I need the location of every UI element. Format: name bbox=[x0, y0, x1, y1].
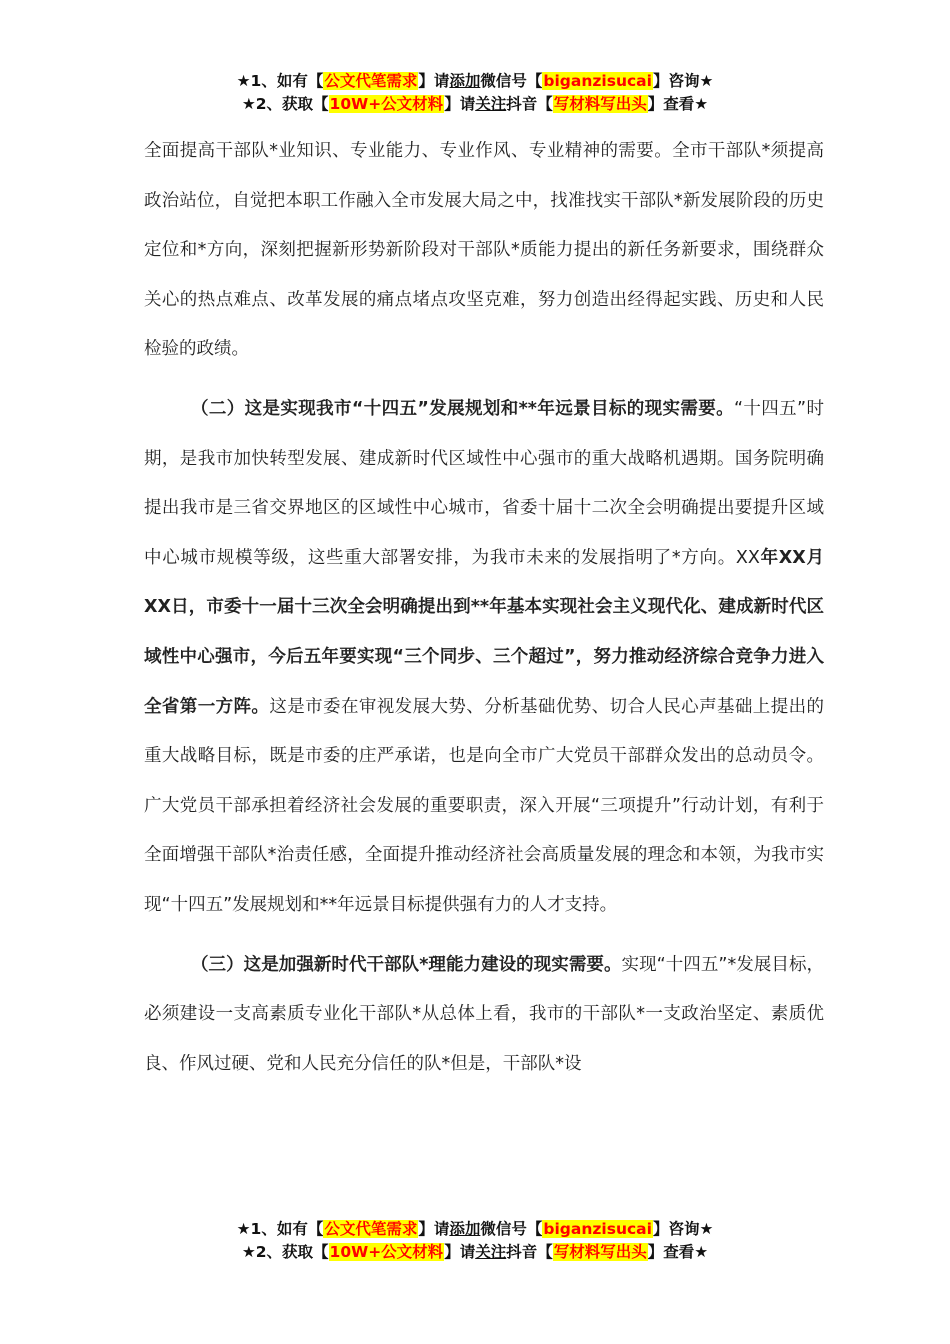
highlight-service: 公文代笔需求 bbox=[324, 72, 418, 90]
header-banner-line-1 bbox=[0, 70, 950, 93]
banner-text: 抖音【 bbox=[506, 95, 553, 113]
footer-banner-line-1 bbox=[0, 1218, 950, 1241]
star-icon: ★ bbox=[241, 95, 256, 113]
highlight-materials: 10W+公文材料 bbox=[329, 1243, 444, 1261]
paragraph-1: 全面提高干部队*业知识、专业能力、专业作风、专业精神的需要。全市干部队*须提高政治站位，自觉把本职工作融入全市发展大局之中，找准找实干部队*新发展阶段的历史定位和*方向，深刻把握新形势新阶段对干部队*质能力提出的新任务新要求，围绕群众关心的热点难点、改革发展的痛点堵点攻坚克难，努力创造出经得起实践、历史和人民检验的政绩。 bbox=[144, 141, 824, 360]
banner-text: 微信号【 bbox=[480, 1220, 543, 1238]
underlined-follow: 关注 bbox=[475, 95, 507, 113]
star-icon: ★ bbox=[236, 72, 251, 90]
banner-text: 抖音【 bbox=[506, 1243, 553, 1261]
banner-text: 2、获取【 bbox=[255, 1243, 329, 1261]
banner-text: 1、如有【 bbox=[250, 1220, 324, 1238]
paragraph-2-text-1: “十四五”时期，是我市加快转型发展、建成新时代区域性中心强市的重大战略机遇期。国务院明确提出我市是三省交界地区的区域性中心城市，省委十届十二次全会明确提出要提升区域中心城市规模等级，这些重大部署安排，为我市未来的发展指明了*方向。XX bbox=[144, 398, 824, 568]
banner-text: 】请 bbox=[444, 1243, 476, 1261]
star-icon: ★ bbox=[236, 1220, 251, 1238]
header-banner bbox=[0, 70, 950, 116]
highlight-douyin: 写材料写出头 bbox=[553, 95, 647, 113]
highlight-wechat-id: biganzisucai bbox=[543, 72, 652, 90]
banner-text: 微信号【 bbox=[480, 72, 543, 90]
document-body bbox=[144, 127, 824, 1089]
highlight-douyin: 写材料写出头 bbox=[553, 1243, 647, 1261]
banner-text: 】查看★ bbox=[647, 1243, 709, 1261]
header-banner-line-2 bbox=[0, 93, 950, 116]
paragraph-2 bbox=[144, 385, 824, 931]
highlight-wechat-id: biganzisucai bbox=[543, 1220, 652, 1238]
paragraph-3 bbox=[144, 941, 824, 1090]
section-heading-3: （三）这是加强新时代干部队*理能力建设的现实需要。 bbox=[191, 954, 622, 975]
banner-text: 】请 bbox=[418, 1220, 450, 1238]
highlight-materials: 10W+公文材料 bbox=[329, 95, 444, 113]
banner-text: 】查看★ bbox=[647, 95, 709, 113]
underlined-follow: 关注 bbox=[475, 1243, 507, 1261]
banner-text: 】咨询★ bbox=[652, 72, 714, 90]
banner-text: 】咨询★ bbox=[652, 1220, 714, 1238]
paragraph-2-bold: 年XX月XX日，市委十一届十三次全会明确提出到**年基本实现社会主义现代化、建成新时代区域性中心强市，今后五年要实现“三个同步、三个超过”，努力推动经济综合竞争力进入全省第一方阵。 bbox=[144, 547, 824, 717]
banner-text: 2、获取【 bbox=[255, 95, 329, 113]
star-icon: ★ bbox=[241, 1243, 256, 1261]
banner-text: 1、如有【 bbox=[250, 72, 324, 90]
underlined-add: 添加 bbox=[449, 72, 481, 90]
section-heading-2: （二）这是实现我市“十四五”发展规划和**年远景目标的现实需要。 bbox=[191, 398, 734, 419]
footer-banner bbox=[0, 1218, 950, 1264]
paragraph-2-text-2: 这是市委在审视发展大势、分析基础优势、切合人民心声基础上提出的重大战略目标，既是市委的庄严承诺，也是向全市广大党员干部群众发出的总动员令。广大党员干部承担着经济社会发展的重要职责，深入开展“三项提升”行动计划，有利于全面增强干部队*治责任感，全面提升推动经济社会高质量发展的理念和本领，为我市实现“十四五”发展规划和**年远景目标提供强有力的人才支持。 bbox=[144, 696, 825, 915]
underlined-add: 添加 bbox=[449, 1220, 481, 1238]
banner-text: 】请 bbox=[444, 95, 476, 113]
footer-banner-line-2 bbox=[0, 1241, 950, 1264]
highlight-service: 公文代笔需求 bbox=[324, 1220, 418, 1238]
paragraph-3-text: 实现“十四五”*发展目标，必须建设一支高素质专业化干部队*从总体上看，我市的干部队*一支政治坚定、素质优良、作风过硬、党和人民充分信任的队*但是，干部队*设 bbox=[144, 954, 824, 1074]
banner-text: 】请 bbox=[418, 72, 450, 90]
